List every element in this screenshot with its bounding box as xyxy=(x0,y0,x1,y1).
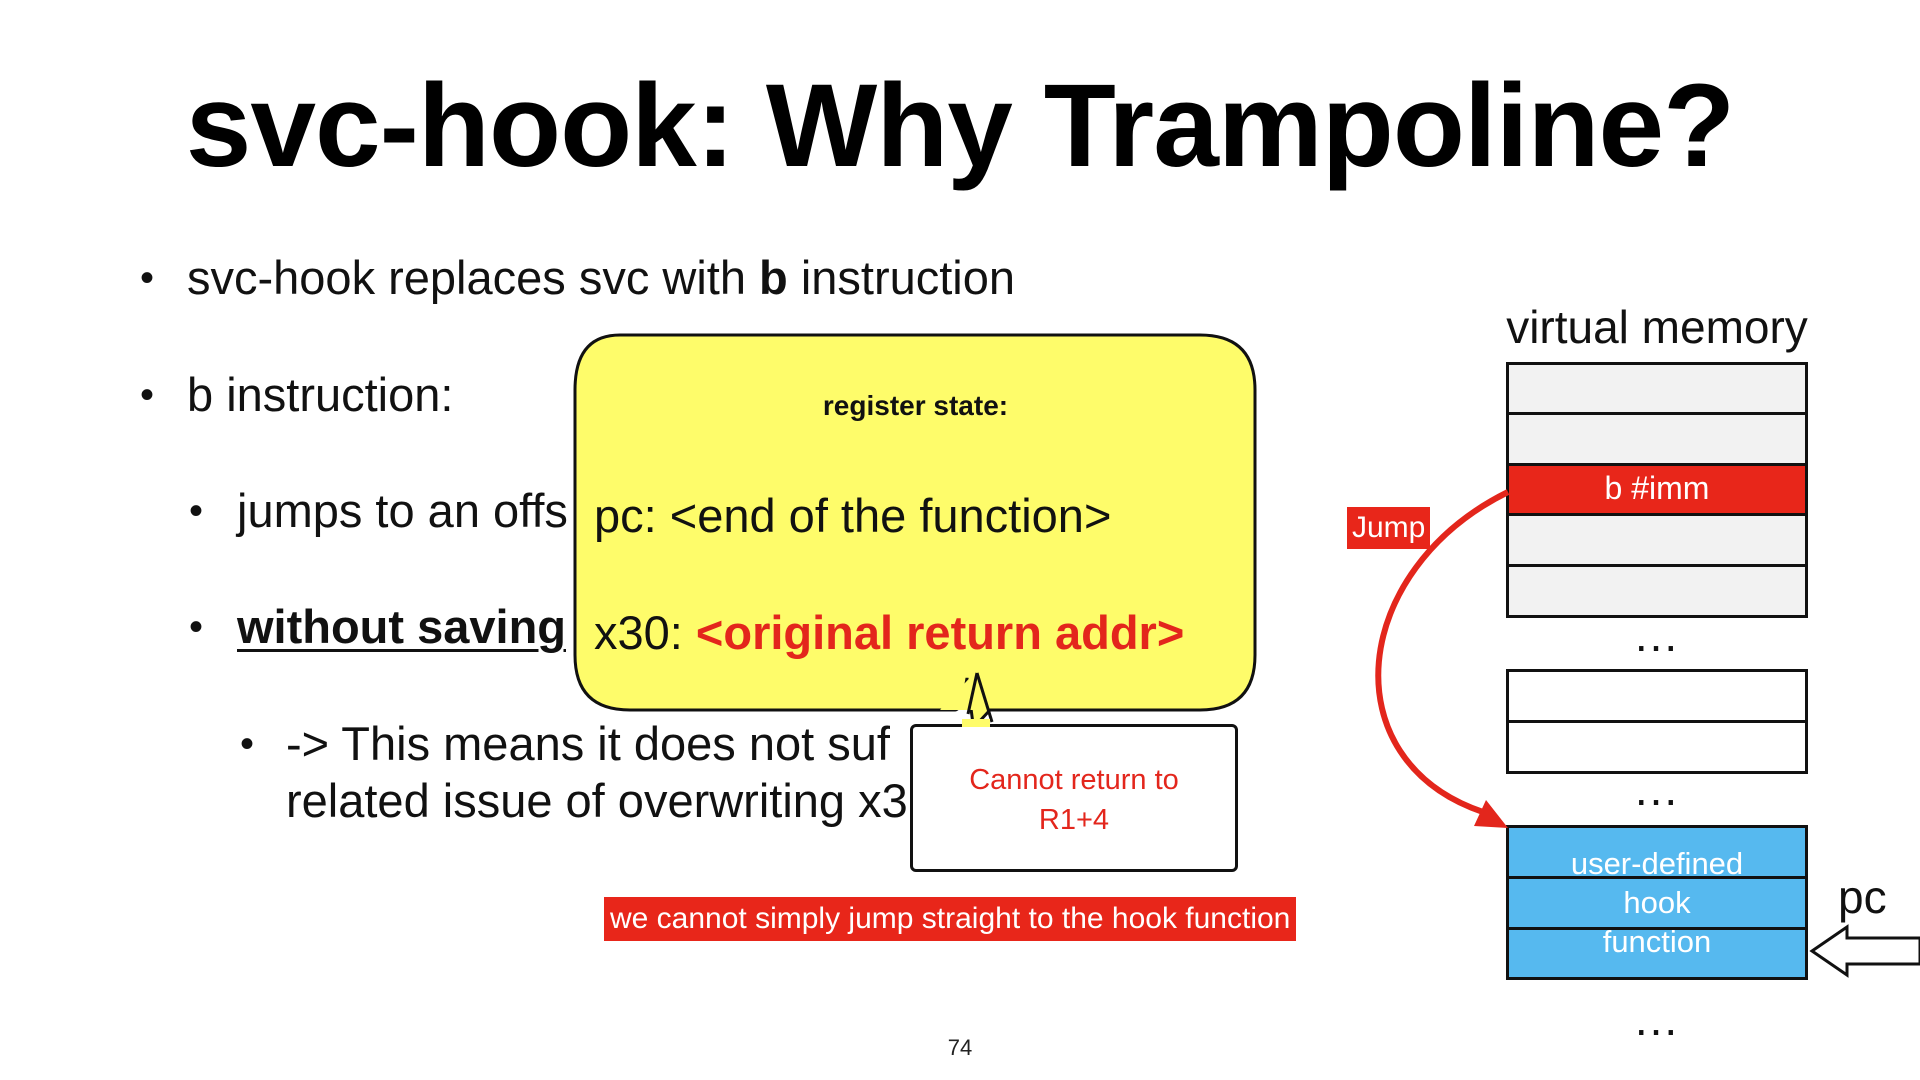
hook-line2: hook xyxy=(1623,885,1691,920)
register-pc-line: pc: <end of the function> xyxy=(594,489,1112,542)
cannot-return-line1: Cannot return to xyxy=(969,764,1179,796)
memory-ellipsis: ... xyxy=(1634,763,1680,815)
bullet-dot: • xyxy=(189,605,204,649)
page-number: 74 xyxy=(947,1035,973,1060)
hook-line1: user-defined xyxy=(1570,846,1744,881)
pc-label: pc xyxy=(1838,871,1887,923)
bullet-this-means-line2: related issue of overwriting x3 xyxy=(286,774,908,827)
slide-title: svc-hook: Why Trampoline? xyxy=(185,60,1735,192)
bullet-text: instruction xyxy=(787,251,1016,304)
bullet-b-instruction: b instruction: xyxy=(187,368,454,421)
bullet-text: svc-hook replaces svc with xyxy=(187,251,760,304)
red-note-banner: we cannot simply jump straight to the hook function xyxy=(604,897,1296,941)
jump-arrow-head xyxy=(1474,800,1508,828)
memory-ellipsis: ... xyxy=(1634,609,1680,661)
bullet-dot: • xyxy=(189,489,204,533)
register-state-header: register state: xyxy=(822,390,1009,421)
memory-ellipsis: ... xyxy=(1634,993,1680,1045)
bullet-dot: • xyxy=(240,722,255,766)
bullet-dot: • xyxy=(140,373,155,417)
b-imm-label: b #imm xyxy=(1604,470,1710,506)
cannot-return-line2: R1+4 xyxy=(1038,804,1110,836)
bullet-this-means-line1: -> This means it does not suf xyxy=(286,717,890,770)
bullet-without-saving: without saving xyxy=(237,600,566,653)
pc-pointer-arrow xyxy=(1812,927,1920,975)
virtual-memory-label: virtual memory xyxy=(1506,301,1808,353)
x30-prefix: x30: xyxy=(594,606,696,659)
bullet-jumps-to-offset: jumps to an offs xyxy=(237,484,568,537)
jump-label: Jump xyxy=(1347,507,1430,549)
x30-value: <original return addr> xyxy=(695,606,1185,659)
bullet-dot: • xyxy=(140,256,155,300)
bullet-bold-b: b xyxy=(759,251,788,304)
hook-line3: function xyxy=(1602,924,1712,959)
